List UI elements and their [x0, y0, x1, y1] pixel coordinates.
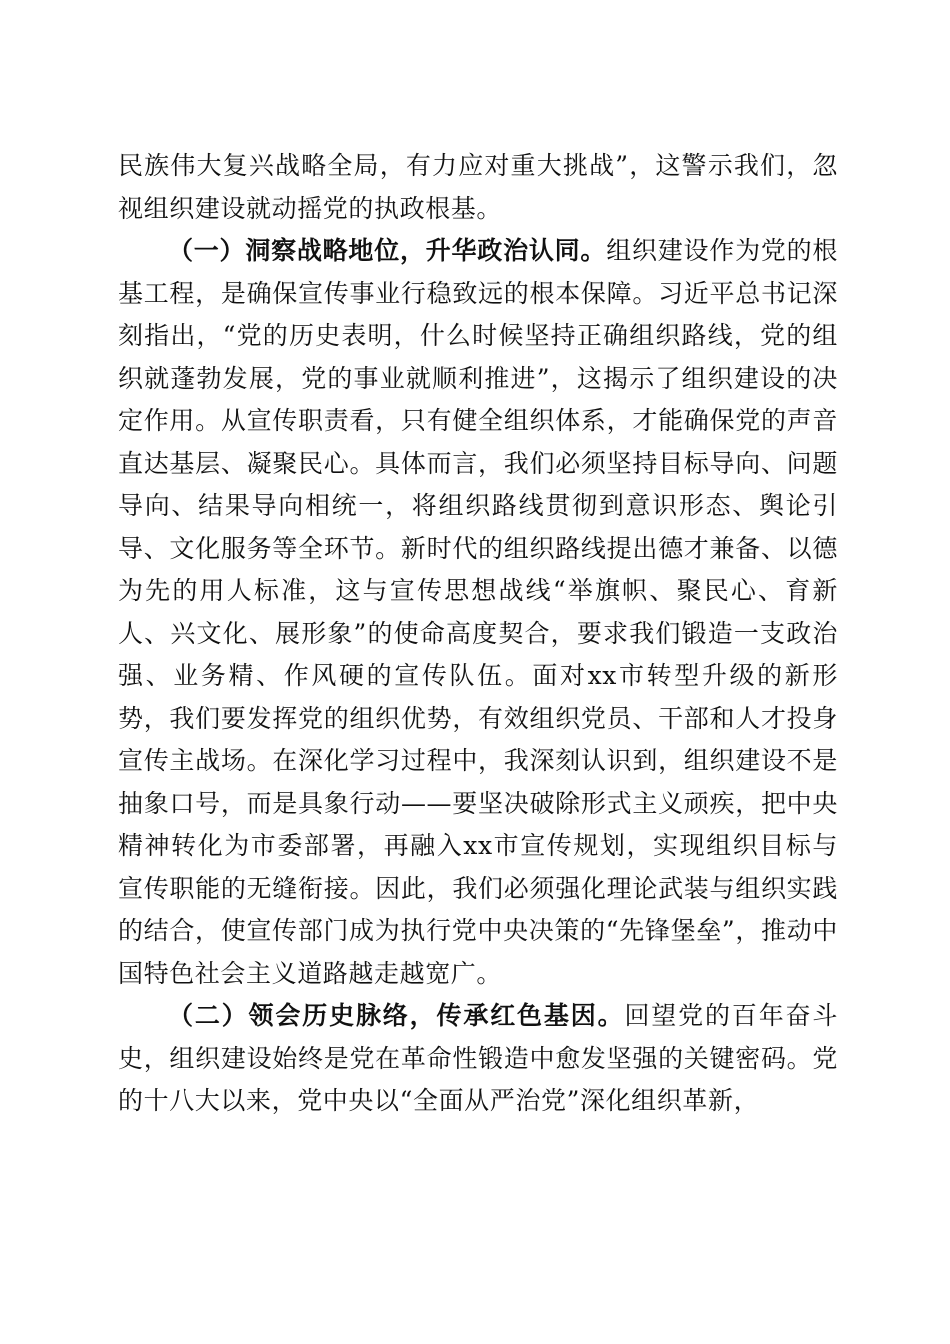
paragraph-text: 组织建设作为党的根基工程，是确保宣传事业行稳致远的根本保障。习近平总书记深刻指出，“党的历史表明，什么时候坚持正确组织路线，党的组织就蓬勃发展，党的事业就顺利推进”，这揭示了组织建设的决定作用。从宣传职责看，只有健全组织体系，才能确保党的声音直达基层、凝聚民心。具体而言，我们必须坚持目标导向、问题导向、结果导向相统一，将组织路线贯彻到意识形态、舆论引导、文化服务等全环节。新时代的组织路线提出德才兼备、以德为先的用人标准，这与宣传思想战线“举旗帜、聚民心、育新人、兴文化、展形象”的使命高度契合，要求我们锻造一支政治强、业务精、作风硬的宣传队伍。面对xx市转型升级的新形势，我们要发挥党的组织优势，有效组织党员、干部和人才投身宣传主战场。在深化学习过程中，我深刻认识到，组织建设不是抽象口号，而是具象行动——要坚决破除形式主义顽疾，把中央精神转化为市委部署，再融入xx市宣传规划，实现组织目标与宣传职能的无缝衔接。因此，我们必须强化理论武装与组织实践的结合，使宣传部门成为执行党中央决策的“先锋堡垒”，推动中国特色社会主义道路越走越宽广。 — [118, 236, 838, 988]
section-heading-2: （二）领会历史脉络，传承红色基因。 — [168, 1001, 625, 1030]
paragraph-text: 回望党的百年奋斗史，组织建设始终是党在革命性锻造中愈发坚强的关键密码。党的十八大以来，党中央以“全面从严治党”深化组织革新， — [118, 1001, 838, 1115]
paragraph-text: 民族伟大复兴战略全局，有力应对重大挑战”，这警示我们，忽视组织建设就动摇党的执政根基。 — [118, 151, 838, 223]
paragraph-section-2 — [118, 995, 838, 1123]
document-body — [118, 145, 838, 1123]
paragraph-section-1 — [118, 230, 838, 995]
section-heading-1: （一）洞察战略地位，升华政治认同。 — [168, 236, 607, 265]
paragraph-continuation — [118, 145, 838, 230]
